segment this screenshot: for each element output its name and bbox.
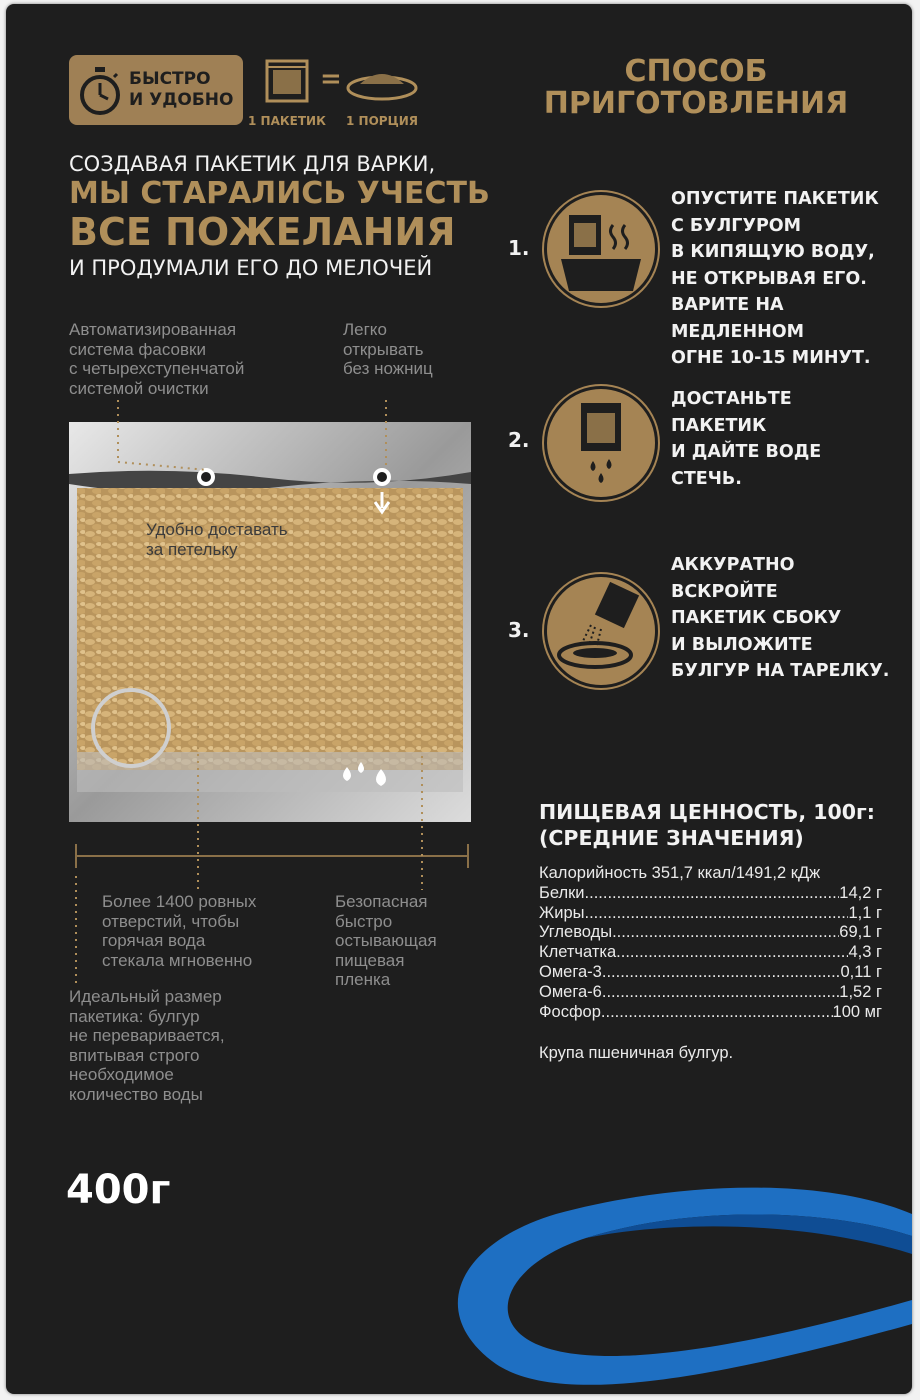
nutrition-row (539, 923, 882, 943)
packet-label: 1 ПАКЕТИК (248, 114, 326, 128)
nutrition-title-line2: (СРЕДНИЕ ЗНАЧЕНИЯ) (539, 826, 804, 850)
stopwatch-icon (77, 65, 123, 117)
note-easy-open: Легко открывать без ножниц (343, 320, 433, 378)
nutrition-title (539, 799, 875, 851)
nutrient-value: 1,1 г (848, 903, 882, 922)
method-title (526, 56, 866, 120)
nutrient-name: Жиры (539, 903, 585, 922)
quick-easy-badge (69, 55, 243, 125)
energy-value: Калорийность 351,7 ккал/1491,2 кДж (539, 864, 821, 882)
ingredients: Крупа пшеничная булгур. (539, 1044, 734, 1062)
portion-label: 1 ПОРЦИЯ (346, 114, 418, 128)
nutrient-name: Белки (539, 883, 585, 902)
nutrient-name: Фосфор (539, 1002, 601, 1021)
intro-line4: И ПРОДУМАЛИ ЕГО ДО МЕЛОЧЕЙ (69, 256, 433, 280)
step3-illustration (544, 574, 658, 688)
package-back (6, 4, 912, 1394)
nutrient-value: 0,11 г (840, 962, 882, 981)
note-film: Безопасная быстро остывающая пищевая пленка (335, 892, 437, 989)
nutrition-title-line1: ПИЩЕВАЯ ЦЕННОСТЬ, 100г: (539, 800, 875, 824)
intro-line2: МЫ СТАРАЛИСЬ УЧЕСТЬ (69, 176, 490, 211)
pouring-plate-icon (547, 577, 655, 685)
nutrient-name: Омега-3 (539, 962, 602, 981)
intro-line3: ВСЕ ПОЖЕЛАНИЯ (69, 210, 456, 254)
boiling-pot-icon (547, 195, 655, 303)
method-title-line2: ПРИГОТОВЛЕНИЯ (543, 86, 849, 121)
step1-illustration (544, 192, 658, 306)
note-holes: Более 1400 ровных отверстий, чтобы горячая вода стекала мгновенно (102, 892, 257, 970)
note-size: Идеальный размер пакетика: булгур не переваривается, впитывая строго необходимое количество воды (69, 987, 225, 1104)
nutrient-value: 4,3 г (848, 943, 882, 962)
step2-number: 2. (508, 428, 530, 452)
net-weight: 400г (66, 1167, 171, 1213)
nutrient-name: Омега-6 (539, 982, 602, 1001)
brand-swoosh (436, 1174, 912, 1394)
step3-text: АККУРАТНО ВСКРОЙТЕ ПАКЕТИК СБОКУ И ВЫЛОЖИТЕ БУЛГУР НА ТАРЕЛКУ. (671, 555, 890, 681)
note-automated: Автоматизированная система фасовки с четырехступенчатой системой очистки (69, 320, 245, 398)
step1-number: 1. (508, 236, 530, 260)
nutrient-name: Углеводы (539, 923, 613, 942)
nutrient-value: 1,52 г (839, 982, 882, 1001)
nutrition-row (539, 963, 882, 983)
badge-line1: БЫСТРО (129, 69, 211, 89)
packet-icon (264, 58, 310, 104)
step3-number: 3. (508, 618, 530, 642)
nutrition-row (539, 943, 882, 963)
plate-icon (346, 62, 418, 102)
badge-text (129, 69, 233, 111)
nutrition-row (539, 884, 882, 904)
step2-illustration (544, 386, 658, 500)
nutrition-row (539, 904, 882, 924)
badge-line2: И УДОБНО (129, 90, 234, 110)
nutrient-value: 100 мг (832, 1002, 882, 1021)
intro-line1: СОЗДАВАЯ ПАКЕТИК ДЛЯ ВАРКИ, (69, 152, 436, 176)
draining-packet-icon (547, 389, 655, 497)
step1-text: ОПУСТИТЕ ПАКЕТИК С БУЛГУРОМ В КИПЯЩУЮ ВОДУ, НЕ ОТКРЫВАЯ ЕГО. ВАРИТЕ НА МЕДЛЕННОМ ОГНЕ 10-15 МИНУТ. (671, 189, 879, 368)
equals-sign: = (320, 64, 342, 94)
nutrient-value: 14,2 г (839, 883, 882, 902)
nutrition-row (539, 1003, 882, 1023)
nutrition-energy (539, 864, 882, 884)
nutrition-table (539, 864, 884, 1022)
note-loop: Удобно доставать за петельку (146, 520, 288, 559)
nutrient-value: 69,1 г (839, 923, 882, 942)
step2-text: ДОСТАНЬТЕ ПАКЕТИК И ДАЙТЕ ВОДЕ СТЕЧЬ. (671, 389, 822, 489)
nutrition-row (539, 983, 882, 1003)
nutrient-name: Клетчатка (539, 943, 617, 962)
method-title-line1: СПОСОБ (624, 54, 768, 89)
